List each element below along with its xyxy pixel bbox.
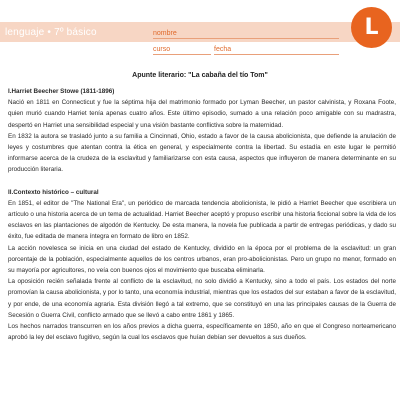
- name-field-label: nombre: [153, 30, 177, 37]
- document-body: [8, 86, 396, 343]
- document-title: Apunte literario: "La cabaña del tío Tom": [132, 72, 268, 79]
- date-field-label: fecha: [214, 46, 232, 53]
- subject-label: lenguaje • 7º básico: [5, 27, 97, 38]
- paragraph: En 1851, el editor de "The National Era", un periódico de marcada tendencia abolicionista, le pidió a Harriet Beecher que escribiera un artículo o una historia acerca de un tema de actualidad. Harriet Beecher aceptó y propuso escribir una historia ficcional sobre la vida de los esclavos en las plantaciones de algodón de Kentucky. De esta manera, la novela fue publicada a partir de entregas periódicas, y dado su éxito, fue editada de manera íntegra en formato de libro en 1852.: [8, 199, 396, 241]
- paragraph: Los hechos narrados transcurren en los años previos a dicha guerra, específicamente en 1850, año en que el Congreso norteamericano aprobó la ley del esclavo fugitivo, según la cual los esclavos que huían debían ser devueltos a sus dueños.: [8, 323, 396, 342]
- paragraph: La oposición recién señalada frente al conflicto de la esclavitud, no solo dividió a Kentucky, sino a todo el país. Los estados del norte promovían la causa abolicionista, y por lo tanto, una economía industrial, mientras que los estados del sur estaban a favor de la esclavitud, y por ende, de una economía agraria. Esta división llegó a tal extremo, que se constituyó en una las principales causas de la Guerra de Secesión o Guerra Civil, conflicto armado que se llevó a cabo entre 1861 y 1865.: [8, 278, 396, 319]
- logo-letter: L: [364, 14, 379, 40]
- course-field-label: curso: [153, 46, 171, 53]
- paragraph: Nació en 1811 en Connecticut y fue la séptima hija del matrimonio formado por Lyman Beecher, un pastor calvinista, y Roxana Foote, quien murió cuando Harriet tenía apenas cuatro años. Este último episodio, sumado a una relación poco amigable con su madrastra, despertó en Harriet una sensibilidad especial y una visión bastante conflictiva sobre la maternidad.: [8, 99, 396, 129]
- section-heading-author: I.Harriet Beecher Stowe (1811-1896): [8, 88, 115, 95]
- name-field-line[interactable]: [153, 38, 339, 39]
- subject-logo-icon: [351, 7, 392, 48]
- date-field-line[interactable]: [214, 54, 339, 55]
- paragraph: La acción novelesca se inicia en una ciudad del estado de Kentucky, dividido en la época por el problema de la esclavitud: un gran porcentaje de la población, especialmente aquellos de los centros urbanos, eran pro-abolicionistas. Pero un grupo no menor, formado en su mayoría por agricultores, no veía con buenos ojos el movimiento que buscaba eliminarla.: [8, 244, 396, 275]
- section-heading-context: II.Contexto histórico – cultural: [8, 188, 99, 196]
- section-gap: [8, 176, 396, 187]
- course-field-line[interactable]: [153, 54, 211, 55]
- paragraph: En 1832 la autora se trasladó junto a su familia a Cincinnati, Ohio, estado a favor de la causa abolicionista, que defiende la anulación de leyes y costumbres que atentan contra la ética en general, y especialmente contra la libertad. Su estadía en este lugar le permitió informarse acerca de la crudeza de la esclavitud y familiarizarse con esta causa, aspectos que influyeron de manera determinante en su producción literaria.: [8, 132, 396, 174]
